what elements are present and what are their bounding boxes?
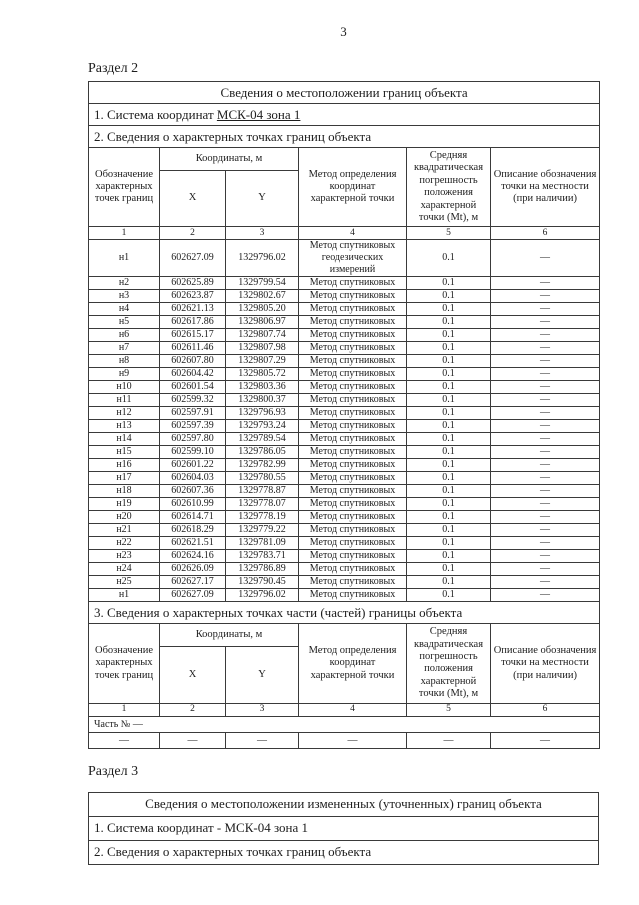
description-cell: — bbox=[491, 368, 600, 381]
point-id-cell: н13 bbox=[89, 420, 160, 433]
description-cell: — bbox=[491, 240, 600, 277]
point-row bbox=[89, 433, 600, 446]
point-row bbox=[89, 394, 600, 407]
mt-error-cell: 0.1 bbox=[407, 550, 491, 563]
coord-y-cell: 1329781.09 bbox=[226, 537, 299, 550]
header-coordinates-group: Координаты, м bbox=[160, 148, 299, 171]
parts-info-cell: 3. Сведения о характерных точках части (частей) границы объекта bbox=[89, 602, 600, 624]
empty-value-cell: — bbox=[491, 732, 600, 748]
point-row bbox=[89, 563, 600, 576]
mt-error-cell: 0.1 bbox=[407, 368, 491, 381]
point-row bbox=[89, 550, 600, 563]
coord-x-cell: 602621.13 bbox=[160, 303, 226, 316]
mt-error-cell: 0.1 bbox=[407, 472, 491, 485]
coord-y-cell: 1329806.97 bbox=[226, 316, 299, 329]
point-row bbox=[89, 498, 600, 511]
header-y: Y bbox=[226, 171, 299, 227]
method-cell: Метод спутниковых bbox=[299, 589, 407, 602]
description-cell: — bbox=[491, 316, 600, 329]
coord-x-cell: 602601.22 bbox=[160, 459, 226, 472]
empty-values-row bbox=[89, 732, 600, 748]
description-cell: — bbox=[491, 433, 600, 446]
points-info-row bbox=[89, 840, 599, 864]
coord-x-cell: 602627.09 bbox=[160, 589, 226, 602]
point-id-cell: н19 bbox=[89, 498, 160, 511]
point-row bbox=[89, 290, 600, 303]
mt-error-cell: 0.1 bbox=[407, 394, 491, 407]
method-cell: Метод спутниковых bbox=[299, 329, 407, 342]
method-cell: Метод спутниковых bbox=[299, 407, 407, 420]
mt-error-cell: 0.1 bbox=[407, 240, 491, 277]
column-number: 5 bbox=[407, 703, 491, 716]
description-cell: — bbox=[491, 394, 600, 407]
coord-system-row bbox=[89, 104, 600, 126]
point-id-cell: н9 bbox=[89, 368, 160, 381]
coord-x-cell: 602617.86 bbox=[160, 316, 226, 329]
part-number-row bbox=[89, 716, 600, 732]
coord-y-cell: 1329780.55 bbox=[226, 472, 299, 485]
column-number: 4 bbox=[299, 703, 407, 716]
header-method: Метод определения координат характерной точки bbox=[299, 148, 407, 227]
header-y: Y bbox=[226, 647, 299, 703]
point-row bbox=[89, 589, 600, 602]
description-cell: — bbox=[491, 355, 600, 368]
coord-y-cell: 1329807.74 bbox=[226, 329, 299, 342]
coord-y-cell: 1329779.22 bbox=[226, 524, 299, 537]
coord-system-prefix: 1. Система координат bbox=[94, 106, 217, 122]
point-row bbox=[89, 240, 600, 277]
table-title-row bbox=[89, 82, 600, 104]
method-cell: Метод спутниковых bbox=[299, 290, 407, 303]
point-row bbox=[89, 459, 600, 472]
point-id-cell: н12 bbox=[89, 407, 160, 420]
coord-y-cell: 1329778.07 bbox=[226, 498, 299, 511]
point-id-cell: н20 bbox=[89, 511, 160, 524]
coord-x-cell: 602599.32 bbox=[160, 394, 226, 407]
coord-x-cell: 602621.51 bbox=[160, 537, 226, 550]
point-row bbox=[89, 485, 600, 498]
mt-error-cell: 0.1 bbox=[407, 459, 491, 472]
point-row bbox=[89, 329, 600, 342]
point-id-cell: н22 bbox=[89, 537, 160, 550]
mt-error-cell: 0.1 bbox=[407, 420, 491, 433]
header-coordinates-group: Координаты, м bbox=[160, 624, 299, 647]
method-cell: Метод спутниковых геодезических измерений bbox=[299, 240, 407, 277]
header-x: X bbox=[160, 647, 226, 703]
column-number: 4 bbox=[299, 227, 407, 240]
coord-y-cell: 1329783.71 bbox=[226, 550, 299, 563]
header-mt-error: Средняя квадратическая погрешность положения характерной точки (Mt), м bbox=[407, 148, 491, 227]
description-cell: — bbox=[491, 446, 600, 459]
point-id-cell: н21 bbox=[89, 524, 160, 537]
method-cell: Метод спутниковых bbox=[299, 381, 407, 394]
mt-error-cell: 0.1 bbox=[407, 381, 491, 394]
point-row bbox=[89, 511, 600, 524]
description-cell: — bbox=[491, 589, 600, 602]
point-id-cell: н10 bbox=[89, 381, 160, 394]
mt-error-cell: 0.1 bbox=[407, 524, 491, 537]
coord-y-cell: 1329799.54 bbox=[226, 277, 299, 290]
description-cell: — bbox=[491, 472, 600, 485]
coord-x-cell: 602601.54 bbox=[160, 381, 226, 394]
coord-y-cell: 1329803.36 bbox=[226, 381, 299, 394]
mt-error-cell: 0.1 bbox=[407, 316, 491, 329]
table-title: Сведения о местоположении измененных (уточненных) границ объекта bbox=[89, 792, 599, 816]
description-cell: — bbox=[491, 381, 600, 394]
column-number: 3 bbox=[226, 227, 299, 240]
point-id-cell: н1 bbox=[89, 240, 160, 277]
mt-error-cell: 0.1 bbox=[407, 303, 491, 316]
coord-x-cell: 602597.80 bbox=[160, 433, 226, 446]
coord-y-cell: 1329778.87 bbox=[226, 485, 299, 498]
method-cell: Метод спутниковых bbox=[299, 472, 407, 485]
coord-x-cell: 602604.42 bbox=[160, 368, 226, 381]
point-id-cell: н11 bbox=[89, 394, 160, 407]
header-method: Метод определения координат характерной точки bbox=[299, 624, 407, 703]
mt-error-cell: 0.1 bbox=[407, 277, 491, 290]
description-cell: — bbox=[491, 563, 600, 576]
point-row bbox=[89, 446, 600, 459]
point-row bbox=[89, 472, 600, 485]
coord-y-cell: 1329802.67 bbox=[226, 290, 299, 303]
mt-error-cell: 0.1 bbox=[407, 446, 491, 459]
column-numbers-row-2 bbox=[89, 703, 600, 716]
coord-y-cell: 1329793.24 bbox=[226, 420, 299, 433]
coord-x-cell: 602610.99 bbox=[160, 498, 226, 511]
section-3-heading: Раздел 3 bbox=[88, 763, 139, 779]
points-info-cell: 2. Сведения о характерных точках границ объекта bbox=[89, 126, 600, 148]
coord-system-cell bbox=[89, 104, 600, 126]
mt-error-cell: 0.1 bbox=[407, 329, 491, 342]
description-cell: — bbox=[491, 576, 600, 589]
empty-value-cell: — bbox=[226, 732, 299, 748]
coord-x-cell: 602625.89 bbox=[160, 277, 226, 290]
description-cell: — bbox=[491, 498, 600, 511]
description-cell: — bbox=[491, 303, 600, 316]
point-row bbox=[89, 524, 600, 537]
description-cell: — bbox=[491, 277, 600, 290]
section-2-heading: Раздел 2 bbox=[88, 61, 139, 76]
point-id-cell: н8 bbox=[89, 355, 160, 368]
table-title-row bbox=[89, 792, 599, 816]
coord-y-cell: 1329805.20 bbox=[226, 303, 299, 316]
column-numbers-row bbox=[89, 227, 600, 240]
description-cell: — bbox=[491, 407, 600, 420]
method-cell: Метод спутниковых bbox=[299, 576, 407, 589]
header-x: X bbox=[160, 171, 226, 227]
coord-y-cell: 1329786.89 bbox=[226, 563, 299, 576]
method-cell: Метод спутниковых bbox=[299, 524, 407, 537]
coord-y-cell: 1329778.19 bbox=[226, 511, 299, 524]
header-point-designation: Обозначение характерных точек границ bbox=[89, 148, 160, 227]
boundaries-table bbox=[88, 81, 600, 749]
mt-error-cell: 0.1 bbox=[407, 433, 491, 446]
coord-y-cell: 1329807.98 bbox=[226, 342, 299, 355]
coord-x-cell: 602627.17 bbox=[160, 576, 226, 589]
point-id-cell: н15 bbox=[89, 446, 160, 459]
coord-y-cell: 1329796.93 bbox=[226, 407, 299, 420]
point-row bbox=[89, 368, 600, 381]
coord-y-cell: 1329807.29 bbox=[226, 355, 299, 368]
point-id-cell: н7 bbox=[89, 342, 160, 355]
coord-x-cell: 602614.71 bbox=[160, 511, 226, 524]
point-id-cell: н16 bbox=[89, 459, 160, 472]
coord-system-value: МСК-04 зона 1 bbox=[216, 106, 301, 122]
mt-error-cell: 0.1 bbox=[407, 563, 491, 576]
empty-value-cell: — bbox=[407, 732, 491, 748]
method-cell: Метод спутниковых bbox=[299, 563, 407, 576]
description-cell: — bbox=[491, 290, 600, 303]
coord-x-cell: 602618.29 bbox=[160, 524, 226, 537]
mt-error-cell: 0.1 bbox=[407, 290, 491, 303]
coord-x-cell: 602626.09 bbox=[160, 563, 226, 576]
point-id-cell: н2 bbox=[89, 277, 160, 290]
header-description: Описание обозначения точки на местности (при наличии) bbox=[491, 624, 600, 703]
description-cell: — bbox=[491, 511, 600, 524]
description-cell: — bbox=[491, 485, 600, 498]
point-id-cell: н17 bbox=[89, 472, 160, 485]
method-cell: Метод спутниковых bbox=[299, 394, 407, 407]
description-cell: — bbox=[491, 550, 600, 563]
column-number: 2 bbox=[160, 227, 226, 240]
method-cell: Метод спутниковых bbox=[299, 342, 407, 355]
mt-error-cell: 0.1 bbox=[407, 537, 491, 550]
point-row bbox=[89, 342, 600, 355]
coord-x-cell: 602607.80 bbox=[160, 355, 226, 368]
point-row bbox=[89, 303, 600, 316]
point-id-cell: н4 bbox=[89, 303, 160, 316]
coord-y-cell: 1329789.54 bbox=[226, 433, 299, 446]
description-cell: — bbox=[491, 329, 600, 342]
header-mt-error: Средняя квадратическая погрешность положения характерной точки (Mt), м bbox=[407, 624, 491, 703]
method-cell: Метод спутниковых bbox=[299, 433, 407, 446]
table-title: Сведения о местоположении границ объекта bbox=[89, 82, 600, 104]
method-cell: Метод спутниковых bbox=[299, 459, 407, 472]
point-id-cell: н25 bbox=[89, 576, 160, 589]
mt-error-cell: 0.1 bbox=[407, 342, 491, 355]
coord-x-cell: 602627.09 bbox=[160, 240, 226, 277]
column-number: 6 bbox=[491, 703, 600, 716]
point-row bbox=[89, 537, 600, 550]
coord-system-row bbox=[89, 816, 599, 840]
method-cell: Метод спутниковых bbox=[299, 420, 407, 433]
description-cell: — bbox=[491, 524, 600, 537]
method-cell: Метод спутниковых bbox=[299, 498, 407, 511]
coord-y-cell: 1329782.99 bbox=[226, 459, 299, 472]
point-row bbox=[89, 420, 600, 433]
point-row bbox=[89, 381, 600, 394]
coord-x-cell: 602623.87 bbox=[160, 290, 226, 303]
page-number: 3 bbox=[340, 24, 347, 39]
point-id-cell: н23 bbox=[89, 550, 160, 563]
empty-value-cell: — bbox=[299, 732, 407, 748]
method-cell: Метод спутниковых bbox=[299, 537, 407, 550]
method-cell: Метод спутниковых bbox=[299, 550, 407, 563]
method-cell: Метод спутниковых bbox=[299, 368, 407, 381]
method-cell: Метод спутниковых bbox=[299, 316, 407, 329]
column-number: 1 bbox=[89, 703, 160, 716]
coord-y-cell: 1329796.02 bbox=[226, 240, 299, 277]
description-cell: — bbox=[491, 420, 600, 433]
point-id-cell: н3 bbox=[89, 290, 160, 303]
coord-y-cell: 1329805.72 bbox=[226, 368, 299, 381]
point-row bbox=[89, 355, 600, 368]
method-cell: Метод спутниковых bbox=[299, 446, 407, 459]
column-number: 5 bbox=[407, 227, 491, 240]
point-id-cell: н6 bbox=[89, 329, 160, 342]
method-cell: Метод спутниковых bbox=[299, 303, 407, 316]
points-table-body bbox=[89, 240, 600, 602]
column-number: 1 bbox=[89, 227, 160, 240]
mt-error-cell: 0.1 bbox=[407, 355, 491, 368]
coord-y-cell: 1329790.45 bbox=[226, 576, 299, 589]
coord-y-cell: 1329800.37 bbox=[226, 394, 299, 407]
points-info-row bbox=[89, 126, 600, 148]
coord-x-cell: 602597.91 bbox=[160, 407, 226, 420]
method-cell: Метод спутниковых bbox=[299, 277, 407, 290]
coord-y-cell: 1329786.05 bbox=[226, 446, 299, 459]
mt-error-cell: 0.1 bbox=[407, 498, 491, 511]
points-info-cell: 2. Сведения о характерных точках границ объекта bbox=[89, 840, 599, 864]
mt-error-cell: 0.1 bbox=[407, 407, 491, 420]
description-cell: — bbox=[491, 342, 600, 355]
description-cell: — bbox=[491, 537, 600, 550]
coord-x-cell: 602615.17 bbox=[160, 329, 226, 342]
point-id-cell: н18 bbox=[89, 485, 160, 498]
coord-x-cell: 602604.03 bbox=[160, 472, 226, 485]
point-id-cell: н5 bbox=[89, 316, 160, 329]
point-id-cell: н14 bbox=[89, 433, 160, 446]
coord-y-cell: 1329796.02 bbox=[226, 589, 299, 602]
header-row-top bbox=[89, 148, 600, 171]
changed-boundaries-table bbox=[88, 792, 599, 865]
method-cell: Метод спутниковых bbox=[299, 355, 407, 368]
point-row bbox=[89, 316, 600, 329]
mt-error-cell: 0.1 bbox=[407, 511, 491, 524]
page-content bbox=[88, 0, 599, 865]
header-row-top-2 bbox=[89, 624, 600, 647]
column-number: 6 bbox=[491, 227, 600, 240]
empty-value-cell: — bbox=[89, 732, 160, 748]
point-id-cell: н24 bbox=[89, 563, 160, 576]
description-cell: — bbox=[491, 459, 600, 472]
column-number: 2 bbox=[160, 703, 226, 716]
header-point-designation: Обозначение характерных точек границ bbox=[89, 624, 160, 703]
header-description: Описание обозначения точки на местности (при наличии) bbox=[491, 148, 600, 227]
parts-info-row bbox=[89, 602, 600, 624]
coord-system-cell: 1. Система координат - МСК-04 зона 1 bbox=[89, 816, 599, 840]
coord-x-cell: 602597.39 bbox=[160, 420, 226, 433]
column-number: 3 bbox=[226, 703, 299, 716]
part-number-cell: Часть № — bbox=[89, 716, 600, 732]
mt-error-cell: 0.1 bbox=[407, 589, 491, 602]
coord-x-cell: 602607.36 bbox=[160, 485, 226, 498]
point-id-cell: н1 bbox=[89, 589, 160, 602]
coord-x-cell: 602624.16 bbox=[160, 550, 226, 563]
empty-value-cell: — bbox=[160, 732, 226, 748]
coord-x-cell: 602611.46 bbox=[160, 342, 226, 355]
point-row bbox=[89, 407, 600, 420]
method-cell: Метод спутниковых bbox=[299, 485, 407, 498]
point-row bbox=[89, 576, 600, 589]
point-row bbox=[89, 277, 600, 290]
coord-x-cell: 602599.10 bbox=[160, 446, 226, 459]
mt-error-cell: 0.1 bbox=[407, 485, 491, 498]
method-cell: Метод спутниковых bbox=[299, 511, 407, 524]
mt-error-cell: 0.1 bbox=[407, 576, 491, 589]
